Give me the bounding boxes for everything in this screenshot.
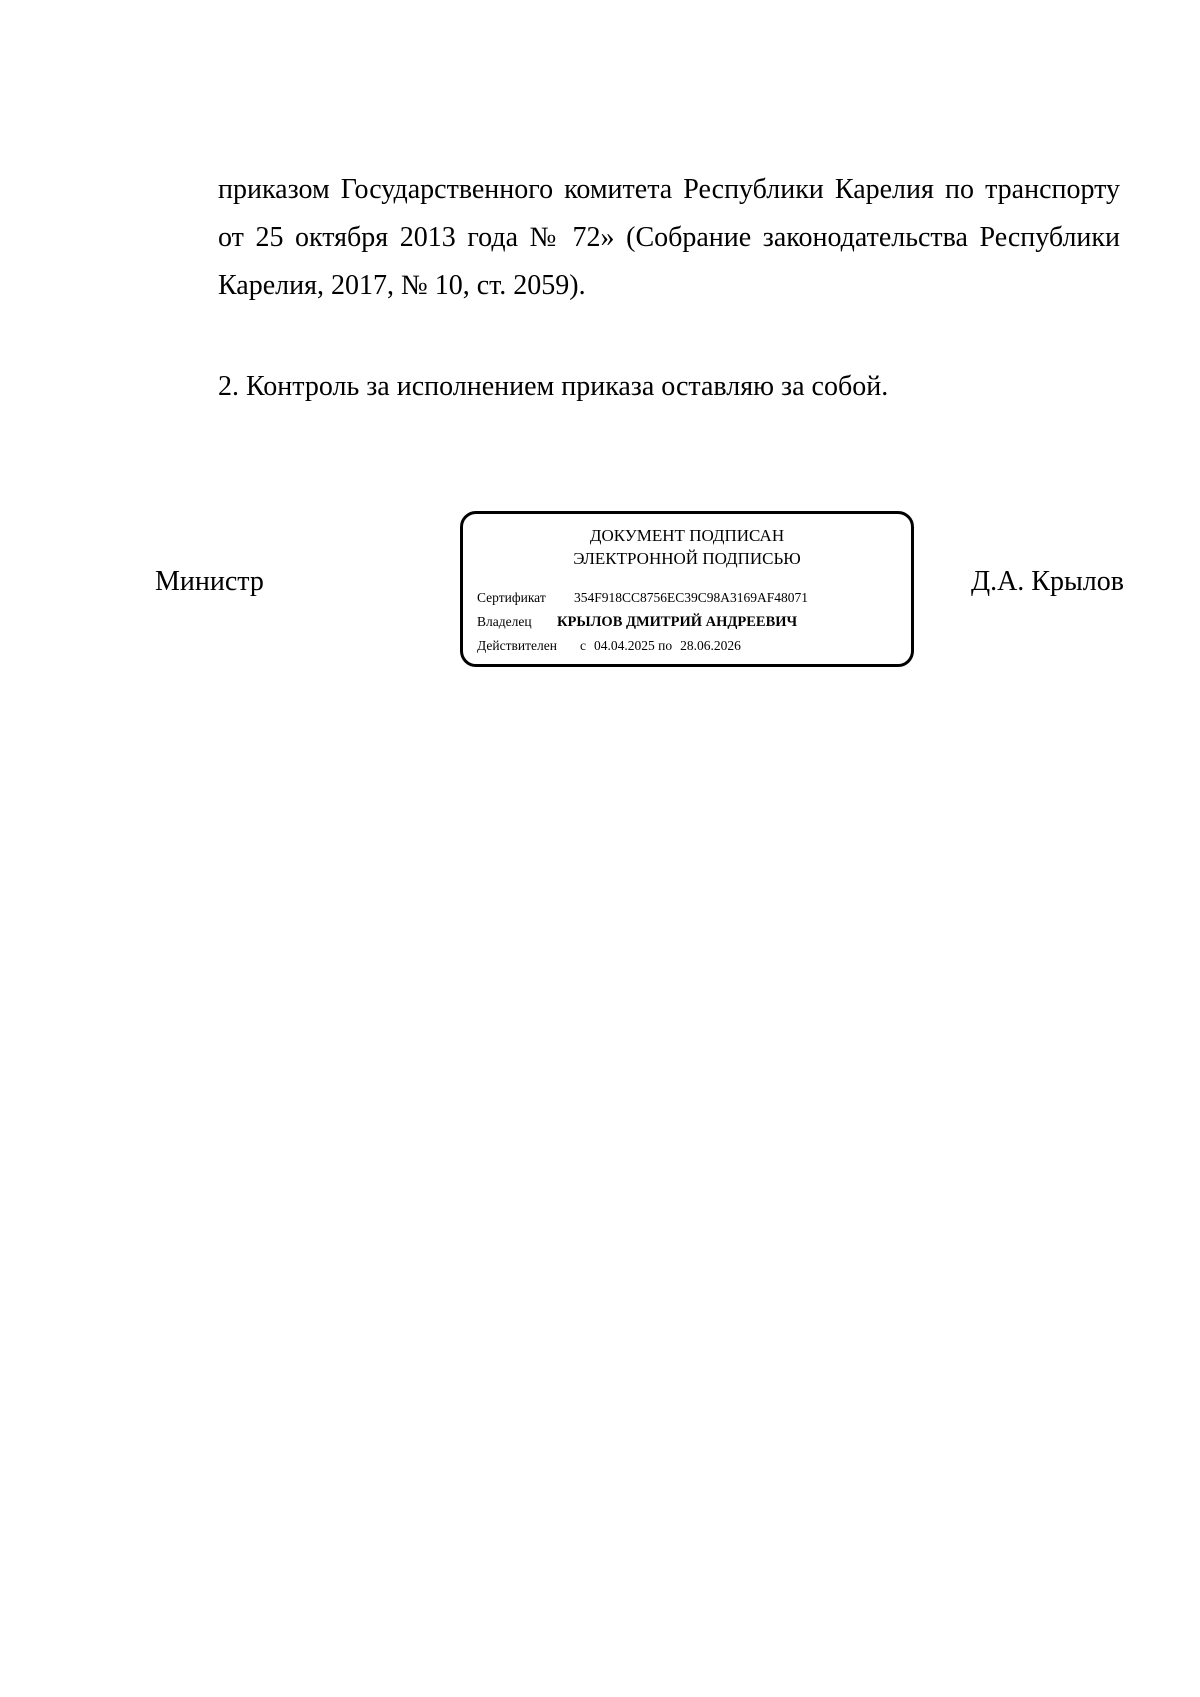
- stamp-certificate-value: 354F918CC8756EC39C98A3169AF48071: [574, 590, 809, 605]
- stamp-valid-from: 04.04.2025: [594, 638, 655, 653]
- paragraph-control-clause: 2. Контроль за исполнением приказа оставляю за собой.: [218, 371, 889, 402]
- stamp-certificate-label: Сертификат: [477, 590, 546, 605]
- signer-position: Министр: [155, 566, 264, 597]
- electronic-signature-stamp: [460, 511, 914, 667]
- stamp-valid-to: 28.06.2026: [680, 638, 741, 653]
- stamp-owner-row: [477, 614, 797, 631]
- stamp-validity-row: [477, 638, 741, 654]
- stamp-title-line-2: ЭЛЕКТРОННОЙ ПОДПИСЬЮ: [573, 549, 801, 568]
- stamp-owner-value: КРЫЛОВ ДМИТРИЙ АНДРЕЕВИЧ: [557, 614, 798, 630]
- stamp-owner-label: Владелец: [477, 614, 532, 629]
- signer-name: Д.А. Крылов: [970, 566, 1124, 597]
- stamp-valid-to-prefix: по: [658, 638, 673, 653]
- stamp-title: [463, 524, 911, 570]
- stamp-valid-label: Действителен: [477, 638, 557, 653]
- stamp-certificate-row: [477, 590, 808, 606]
- paragraph-continued: приказом Государственного комитета Республики Карелия по транспорту от 25 октября 2013 года № 72» (Собрание законодательства Республики Карелия, 2017, № 10, ст. 2059).: [218, 174, 1120, 301]
- stamp-valid-from-prefix: с: [580, 638, 586, 653]
- stamp-title-line-1: ДОКУМЕНТ ПОДПИСАН: [589, 526, 785, 545]
